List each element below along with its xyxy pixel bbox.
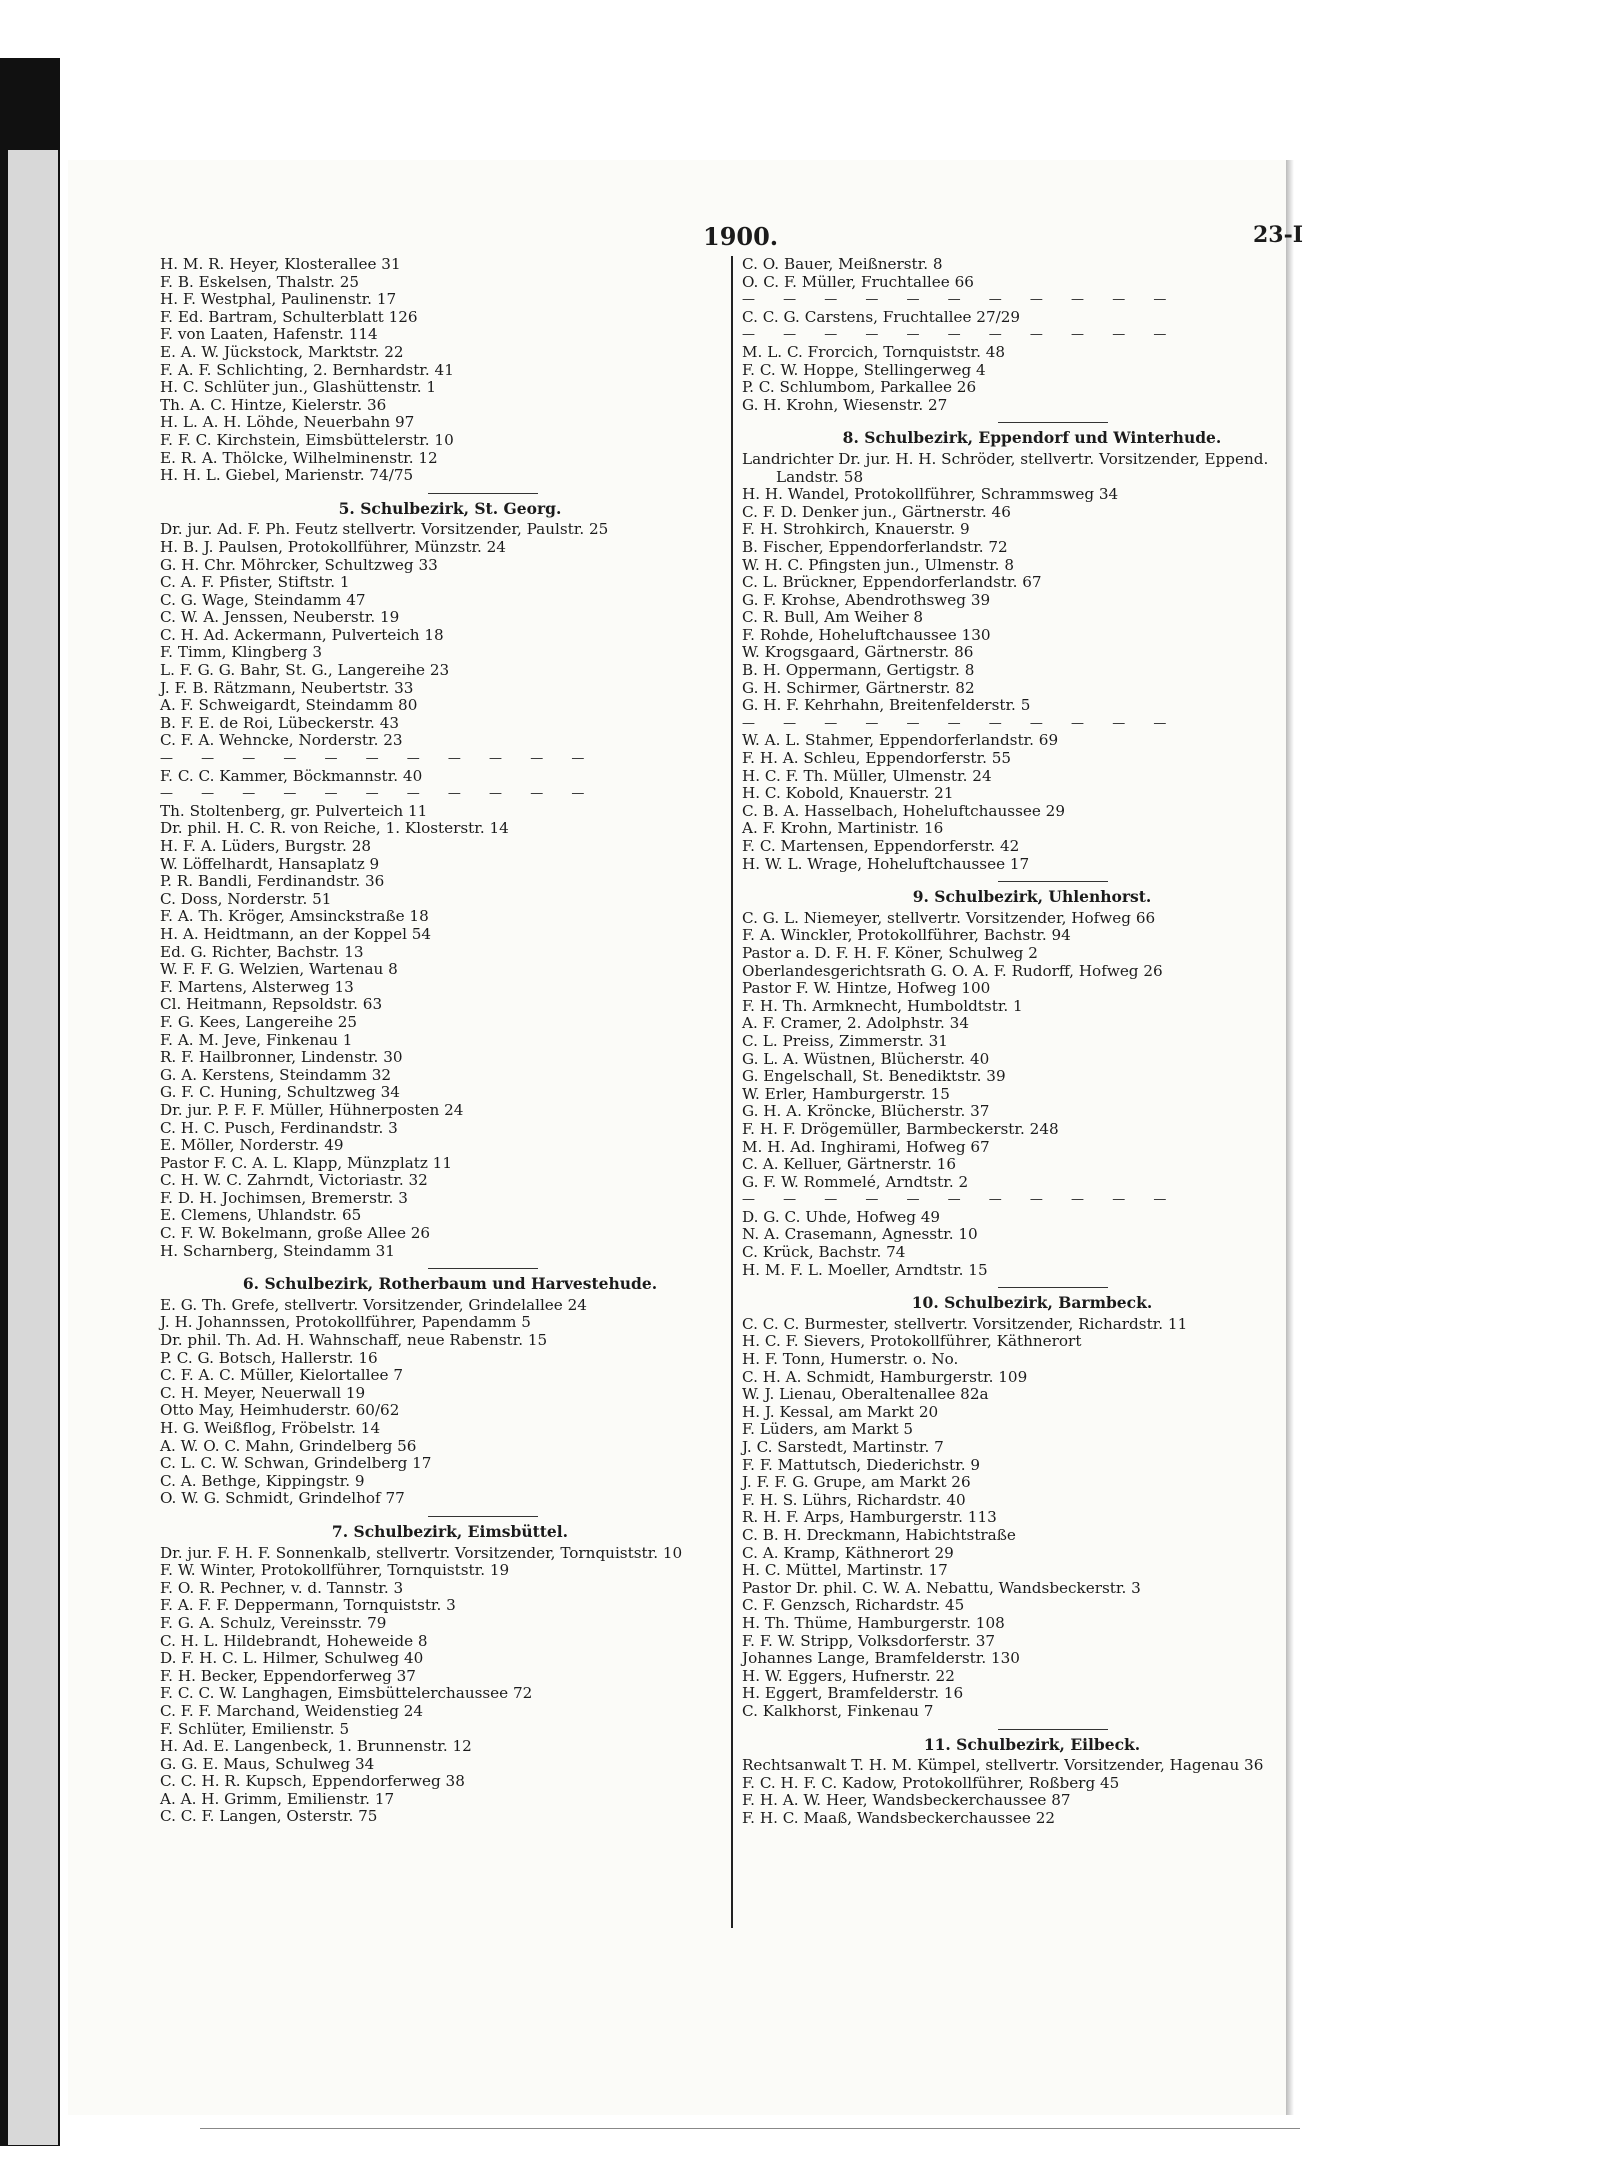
- member-entry: F. Schlüter, Emilienstr. 5: [160, 1719, 350, 1738]
- member-entry: C. F. Genzsch, Richardstr. 45: [742, 1596, 965, 1615]
- member-entry: C. B. H. Dreckmann, Habichtstraße: [742, 1525, 1016, 1544]
- scan-bottom-edge: [200, 2128, 1300, 2139]
- member-entry: G. H. A. Kröncke, Blücherstr. 37: [742, 1102, 990, 1121]
- member-entry: A. F. Cramer, 2. Adolphstr. 34: [742, 1014, 969, 1033]
- member-entry: C. H. Ad. Ackermann, Pulverteich 18: [160, 625, 444, 644]
- member-entry: C. L. Preiss, Zimmerstr. 31: [742, 1031, 948, 1050]
- member-entry: F. Ed. Bartram, Schulterblatt 126: [160, 307, 418, 326]
- member-entry: F. F. Mattutsch, Diederichstr. 9: [742, 1455, 981, 1474]
- section-rule: [998, 422, 1108, 423]
- separator-dashes: — — — — — — — — — — —: [742, 327, 1179, 343]
- member-entry: F. Lüders, am Markt 5: [742, 1420, 914, 1439]
- member-entry: Dr. jur. F. H. F. Sonnenkalb, stellvertr. Vorsitzender, Tornquiststr. 10: [160, 1543, 683, 1562]
- member-entry: M. L. C. Frorcich, Tornquiststr. 48: [742, 342, 1006, 361]
- member-entry: C. F. A. C. Müller, Kielortallee 7: [160, 1366, 403, 1385]
- member-entry: C. Krück, Bachstr. 74: [742, 1243, 906, 1262]
- member-entry: H. W. Eggers, Hufnerstr. 22: [742, 1666, 955, 1685]
- member-entry: G. H. Krohn, Wiesenstr. 27: [742, 395, 948, 414]
- member-entry: F. C. C. W. Langhagen, Eimsbüttelerchaussee 72: [160, 1684, 533, 1703]
- member-entry: Dr. phil. H. C. R. von Reiche, 1. Klosterstr. 14: [160, 819, 509, 838]
- member-entry: C. H. A. Schmidt, Hamburgerstr. 109: [742, 1367, 1028, 1386]
- member-entry: H. H. Wandel, Protokollführer, Schrammsweg 34: [742, 485, 1119, 504]
- member-entry: C. A. Kramp, Käthnerort 29: [742, 1543, 954, 1562]
- left-column: [160, 256, 720, 1826]
- member-entry: C. C. G. Carstens, Fruchtallee 27/29: [742, 307, 1021, 326]
- member-entry: G. H. F. Kehrhahn, Breitenfelderstr. 5: [742, 696, 1031, 715]
- member-entry: C. H. C. Pusch, Ferdinandstr. 3: [160, 1118, 398, 1137]
- member-entry: H. C. F. Th. Müller, Ulmenstr. 24: [742, 766, 992, 785]
- member-entry: H. G. Weißflog, Fröbelstr. 14: [160, 1419, 381, 1437]
- separator-dashes: — — — — — — — — — — —: [742, 715, 1179, 731]
- header-page-number: 23-I: [1253, 222, 1304, 248]
- member-entry: F. H. A. W. Heer, Wandsbeckerchaussee 87: [742, 1791, 1071, 1810]
- member-entry: H. F. Westphal, Paulinenstr. 17: [160, 290, 397, 309]
- member-entry: G. Engelschall, St. Benediktstr. 39: [742, 1067, 1006, 1086]
- separator-dashes: — — — — — — — — — — —: [160, 786, 597, 802]
- member-entry: H. A. Heidtmann, an der Koppel 54: [160, 924, 432, 943]
- member-entry: G. F. Krohse, Abendrothsweg 39: [742, 590, 991, 609]
- column-divider: [731, 256, 733, 1928]
- member-entry: A. F. Krohn, Martinistr. 16: [742, 819, 944, 838]
- member-entry: H. F. A. Lüders, Burgstr. 28: [160, 837, 372, 855]
- member-entry: C. Kalkhorst, Finkenau 7: [742, 1701, 934, 1720]
- member-entry: H. L. A. H. Löhde, Neuerbahn 97: [160, 413, 415, 432]
- member-entry: L. F. G. G. Bahr, St. G., Langereihe 23: [160, 661, 450, 680]
- member-entry: H. C. Schlüter jun., Glashüttenstr. 1: [160, 378, 437, 397]
- member-entry: F. C. H. F. C. Kadow, Protokollführer, Roßberg 45: [742, 1773, 1120, 1792]
- member-entry: H. C. F. Sievers, Protokollführer, Käthnerort: [742, 1332, 1082, 1351]
- member-entry: E. Möller, Norderstr. 49: [160, 1136, 344, 1155]
- member-entry: F. H. S. Lührs, Richardstr. 40: [742, 1490, 966, 1509]
- member-entry: C. A. Kelluer, Gärtnerstr. 16: [742, 1155, 957, 1174]
- section-rule: [428, 1268, 538, 1269]
- member-entry: G. F. C. Huning, Schultzweg 34: [160, 1083, 400, 1102]
- member-entry: F. H. F. Drögemüller, Barmbeckerstr. 248: [742, 1119, 1059, 1138]
- member-entry: J. F. B. Rätzmann, Neubertstr. 33: [160, 678, 414, 697]
- section-title: 11. Schulbezirk, Eilbeck.: [923, 1734, 1141, 1754]
- member-entry: B. Fischer, Eppendorferlandstr. 72: [742, 537, 1008, 556]
- member-entry: J. F. F. G. Grupe, am Markt 26: [742, 1473, 971, 1492]
- member-entry: Cl. Heitmann, Repsoldstr. 63: [160, 995, 383, 1014]
- member-entry: W. F. F. G. Welzien, Wartenau 8: [160, 960, 398, 979]
- right-column: [742, 256, 1302, 1827]
- member-entry: F. H. Strohkirch, Knauerstr. 9: [742, 520, 970, 539]
- member-entry: F. C. W. Hoppe, Stellingerweg 4: [742, 360, 986, 379]
- member-entry: F. G. A. Schulz, Vereinsstr. 79: [160, 1613, 387, 1632]
- member-entry: E. G. Th. Grefe, stellvertr. Vorsitzender, Grindelallee 24: [160, 1295, 587, 1314]
- member-entry: Dr. jur. Ad. F. Ph. Feutz stellvertr. Vorsitzender, Paulstr. 25: [160, 520, 609, 539]
- member-entry: F. von Laaten, Hafenstr. 114: [160, 325, 378, 344]
- member-entry: H. B. J. Paulsen, Protokollführer, Münzstr. 24: [160, 537, 506, 556]
- member-entry: C. Doss, Norderstr. 51: [160, 889, 332, 908]
- member-entry: G. F. W. Rommelé, Arndtstr. 2: [742, 1172, 969, 1191]
- member-entry: Landrichter Dr. jur. H. H. Schröder, stellvertr. Vorsitzender, Eppend.: [742, 449, 1269, 468]
- member-entry: C. R. Bull, Am Weiher 8: [742, 608, 924, 627]
- member-entry: P. C. G. Botsch, Hallerstr. 16: [160, 1348, 378, 1367]
- member-entry: D. G. C. Uhde, Hofweg 49: [742, 1207, 941, 1226]
- member-entry: C. B. A. Hasselbach, Hoheluftchaussee 29: [742, 801, 1065, 820]
- section-title: 6. Schulbezirk, Rotherbaum und Harvestehude.: [242, 1274, 658, 1294]
- member-entry: C. W. A. Jenssen, Neuberstr. 19: [160, 608, 400, 627]
- separator-dashes: — — — — — — — — — — —: [742, 292, 1179, 308]
- member-entry: Johannes Lange, Bramfelderstr. 130: [742, 1649, 1020, 1668]
- member-entry: W. Löffelhardt, Hansaplatz 9: [160, 854, 380, 873]
- member-entry: C. O. Bauer, Meißnerstr. 8: [742, 255, 943, 273]
- member-entry: F. A. M. Jeve, Finkenau 1: [160, 1030, 353, 1049]
- member-entry: A. F. Schweigardt, Steindamm 80: [160, 696, 418, 715]
- member-entry: C. F. D. Denker jun., Gärtnerstr. 46: [742, 502, 1011, 521]
- member-entry: C. H. W. C. Zahrndt, Victoriastr. 32: [160, 1171, 428, 1190]
- member-entry: F. D. H. Jochimsen, Bremerstr. 3: [160, 1188, 408, 1207]
- member-entry: Dr. phil. Th. Ad. H. Wahnschaff, neue Rabenstr. 15: [160, 1331, 548, 1350]
- section-title: 8. Schulbezirk, Eppendorf und Winterhude.: [842, 428, 1222, 448]
- header-year: 1900.: [703, 222, 779, 251]
- member-entry: G. A. Kerstens, Steindamm 32: [160, 1065, 392, 1084]
- member-entry: H. C. Kobold, Knauerstr. 21: [742, 784, 954, 803]
- member-entry: B. H. Oppermann, Gertigstr. 8: [742, 661, 975, 680]
- member-entry: J. H. Johannssen, Protokollführer, Papendamm 5: [160, 1313, 531, 1332]
- section-title: 9. Schulbezirk, Uhlenhorst.: [912, 887, 1152, 907]
- member-entry: W. Erler, Hamburgerstr. 15: [742, 1084, 950, 1103]
- member-entry: H. Ad. E. Langenbeck, 1. Brunnenstr. 12: [160, 1737, 472, 1756]
- member-entry: F. A. F. F. Deppermann, Tornquiststr. 3: [160, 1596, 456, 1615]
- member-entry: G. H. Schirmer, Gärtnerstr. 82: [742, 678, 975, 697]
- section-rule: [998, 1729, 1108, 1730]
- member-entry: W. H. C. Pfingsten jun., Ulmenstr. 8: [742, 555, 1014, 574]
- section-title: 10. Schulbezirk, Barmbeck.: [911, 1293, 1153, 1313]
- member-entry: R. F. Hailbronner, Lindenstr. 30: [160, 1048, 403, 1067]
- member-entry: F. O. R. Pechner, v. d. Tannstr. 3: [160, 1578, 404, 1597]
- member-entry: Th. Stoltenberg, gr. Pulverteich 11: [160, 801, 428, 820]
- section-title: 7. Schulbezirk, Eimsbüttel.: [331, 1521, 569, 1541]
- section-rule: [428, 493, 538, 494]
- member-entry: H. W. L. Wrage, Hoheluftchaussee 17: [742, 854, 1030, 873]
- member-entry: H. Eggert, Bramfelderstr. 16: [742, 1684, 964, 1703]
- member-entry: W. Krogsgaard, Gärtnerstr. 86: [742, 643, 974, 662]
- member-entry: J. C. Sarstedt, Martinstr. 7: [742, 1438, 944, 1456]
- member-entry: F. B. Eskelsen, Thalstr. 25: [160, 272, 360, 291]
- member-entry: Dr. jur. P. F. F. Müller, Hühnerposten 24: [160, 1100, 464, 1119]
- separator-dashes: — — — — — — — — — — —: [160, 751, 597, 767]
- member-entry: C. F. W. Bokelmann, große Allee 26: [160, 1224, 431, 1243]
- section-rule: [998, 881, 1108, 882]
- member-entry: H. Th. Thüme, Hamburgerstr. 108: [742, 1613, 1005, 1632]
- member-entry: C. H. Meyer, Neuerwall 19: [160, 1383, 366, 1402]
- member-entry: N. A. Crasemann, Agnesstr. 10: [742, 1225, 978, 1244]
- member-entry: F. F. W. Stripp, Volksdorferstr. 37: [742, 1631, 996, 1650]
- separator-dashes: — — — — — — — — — — —: [742, 1192, 1179, 1208]
- member-entry: C. H. L. Hildebrandt, Hoheweide 8: [160, 1631, 428, 1650]
- member-entry: Pastor F. C. A. L. Klapp, Münzplatz 11: [160, 1153, 453, 1172]
- member-entry: F. C. C. Kammer, Böckmannstr. 40: [160, 766, 423, 785]
- member-entry: G. G. E. Maus, Schulweg 34: [160, 1754, 375, 1773]
- member-entry: C. F. F. Marchand, Weidenstieg 24: [160, 1701, 424, 1720]
- member-entry: H. C. Müttel, Martinstr. 17: [742, 1561, 948, 1580]
- member-entry: Ed. G. Richter, Bachstr. 13: [160, 942, 364, 961]
- member-entry: F. H. Th. Armknecht, Humboldtstr. 1: [742, 996, 1023, 1015]
- member-entry: G. H. Chr. Möhrcker, Schultzweg 33: [160, 555, 438, 574]
- member-entry: F. C. Martensen, Eppendorferstr. 42: [742, 837, 1020, 855]
- member-entry: O. W. G. Schmidt, Grindelhof 77: [160, 1489, 405, 1508]
- member-entry: C. L. Brückner, Eppendorferlandstr. 67: [742, 573, 1042, 592]
- member-entry: F. H. A. Schleu, Eppendorferstr. 55: [742, 749, 1012, 768]
- member-entry: H. M. R. Heyer, Klosterallee 31: [160, 255, 401, 273]
- member-entry: Pastor a. D. F. H. F. Köner, Schulweg 2: [742, 943, 1038, 962]
- member-entry: C. F. A. Wehncke, Norderstr. 23: [160, 731, 403, 750]
- member-entry: F. G. Kees, Langereihe 25: [160, 1012, 358, 1031]
- member-entry: F. W. Winter, Protokollführer, Tornquiststr. 19: [160, 1561, 510, 1580]
- member-entry: H. F. Tonn, Humerstr. o. No.: [742, 1350, 959, 1369]
- section-title: 5. Schulbezirk, St. Georg.: [338, 498, 562, 518]
- member-entry: H. H. L. Giebel, Marienstr. 74/75: [160, 466, 414, 485]
- member-entry: M. H. Ad. Inghirami, Hofweg 67: [742, 1137, 990, 1156]
- member-entry: C. C. H. R. Kupsch, Eppendorferweg 38: [160, 1772, 465, 1791]
- member-entry: B. F. E. de Roi, Lübeckerstr. 43: [160, 713, 400, 732]
- member-entry: C. G. Wage, Steindamm 47: [160, 590, 366, 609]
- member-entry: H. J. Kessal, am Markt 20: [742, 1402, 939, 1421]
- member-entry: G. L. A. Wüstnen, Blücherstr. 40: [742, 1049, 990, 1068]
- member-entry: Th. A. C. Hintze, Kielerstr. 36: [160, 395, 387, 414]
- member-entry: F. A. F. Schlichting, 2. Bernhardstr. 41: [160, 360, 454, 379]
- member-entry: F. A. Winckler, Protokollführer, Bachstr. 94: [742, 926, 1071, 945]
- member-entry: F. Timm, Klingberg 3: [160, 643, 323, 662]
- member-entry: R. H. F. Arps, Hamburgerstr. 113: [742, 1508, 997, 1527]
- member-entry: C. C. C. Burmester, stellvertr. Vorsitzender, Richardstr. 11: [742, 1314, 1188, 1333]
- member-entry: P. R. Bandli, Ferdinandstr. 36: [160, 872, 385, 891]
- member-entry: O. C. F. Müller, Fruchtallee 66: [742, 272, 974, 291]
- member-entry: F. H. C. Maaß, Wandsbeckerchaussee 22: [742, 1808, 1056, 1827]
- member-entry: E. A. W. Jückstock, Marktstr. 22: [160, 342, 404, 361]
- member-entry: F. H. Becker, Eppendorferweg 37: [160, 1666, 416, 1685]
- member-entry: Pastor Dr. phil. C. W. A. Nebattu, Wandsbeckerstr. 3: [742, 1578, 1141, 1597]
- member-entry: F. Rohde, Hoheluftchaussee 130: [742, 625, 991, 644]
- section-rule: [998, 1287, 1108, 1288]
- member-entry: F. F. C. Kirchstein, Eimsbüttelerstr. 10: [160, 430, 454, 449]
- member-entry: C. C. F. Langen, Osterstr. 75: [160, 1807, 378, 1826]
- facing-page-strip: [8, 150, 58, 2145]
- member-entry: W. J. Lienau, Oberaltenallee 82a: [742, 1385, 989, 1404]
- member-entry: P. C. Schlumbom, Parkallee 26: [742, 378, 977, 397]
- member-entry: C. A. F. Pfister, Stiftstr. 1: [160, 573, 350, 592]
- member-entry: W. A. L. Stahmer, Eppendorferlandstr. 69: [742, 731, 1059, 750]
- member-entry: Otto May, Heimhuderstr. 60/62: [160, 1401, 400, 1420]
- section-rule: [428, 1516, 538, 1517]
- member-entry: E. Clemens, Uhlandstr. 65: [160, 1206, 362, 1225]
- member-entry: F. Martens, Alsterweg 13: [160, 977, 354, 996]
- member-entry: H. M. F. L. Moeller, Arndtstr. 15: [742, 1260, 988, 1279]
- member-entry: Oberlandesgerichtsrath G. O. A. F. Rudorff, Hofweg 26: [742, 961, 1163, 980]
- member-entry: Rechtsanwalt T. H. M. Kümpel, stellvertr. Vorsitzender, Hagenau 36: [742, 1756, 1264, 1775]
- member-entry: D. F. H. C. L. Hilmer, Schulweg 40: [160, 1649, 424, 1668]
- member-entry: C. G. L. Niemeyer, stellvertr. Vorsitzender, Hofweg 66: [742, 908, 1156, 927]
- member-entry: C. A. Bethge, Kippingstr. 9: [160, 1471, 365, 1490]
- member-entry: H. Scharnberg, Steindamm 31: [160, 1241, 395, 1260]
- member-entry: E. R. A. Thölcke, Wilhelminenstr. 12: [160, 448, 438, 467]
- member-entry: F. A. Th. Kröger, Amsinckstraße 18: [160, 907, 429, 926]
- member-entry: A. W. O. C. Mahn, Grindelberg 56: [160, 1436, 417, 1455]
- member-entry: Landstr. 58: [776, 467, 864, 486]
- member-entry: C. L. C. W. Schwan, Grindelberg 17: [160, 1454, 432, 1473]
- member-entry: Pastor F. W. Hintze, Hofweg 100: [742, 979, 991, 998]
- member-entry: A. A. H. Grimm, Emilienstr. 17: [160, 1789, 395, 1808]
